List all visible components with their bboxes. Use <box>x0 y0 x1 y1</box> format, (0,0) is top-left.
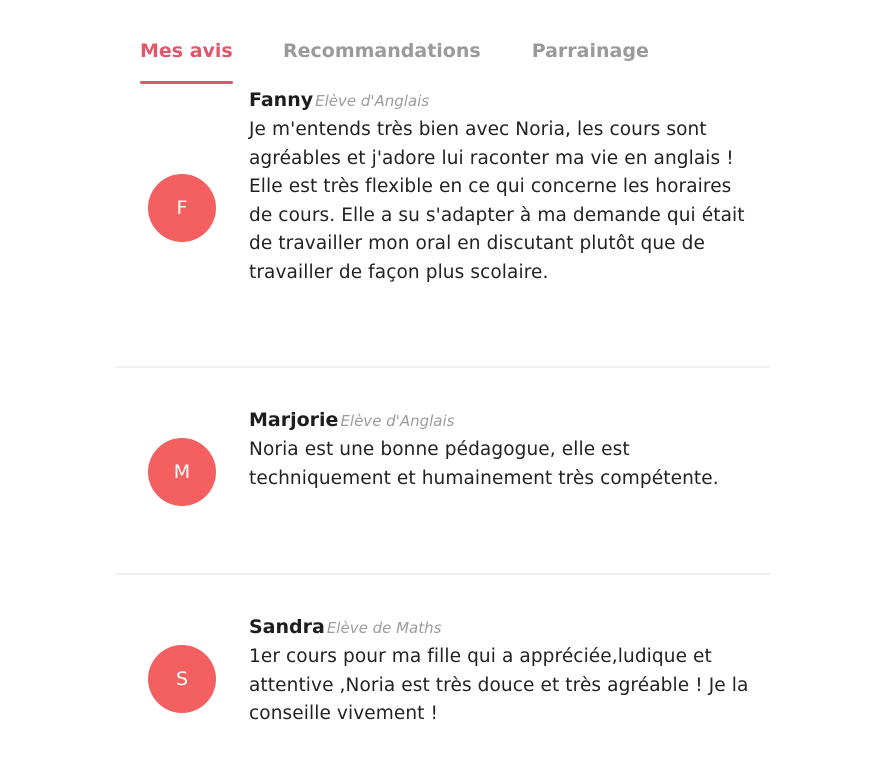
review-text: Noria est une bonne pédagogue, elle est techniquement et humainement très compétente. <box>249 439 719 489</box>
review-text: Je m'entends très bien avec Noria, les cours sont agréables et j'adore lui raconter ma vie en anglais ! Elle est très flexible en ce qui concerne les horaires de cours. Elle a su s'adapter à ma demande qui était de travailler mon oral en discutant plutôt que de travailler de façon plus scolaire. <box>249 119 745 283</box>
avatar: S <box>148 645 216 713</box>
review-body <box>249 613 749 729</box>
review-body <box>249 86 749 287</box>
review-header <box>249 86 749 114</box>
divider <box>115 366 770 368</box>
avatar: M <box>148 438 216 506</box>
review-text: 1er cours pour ma fille qui a appréciée,ludique et attentive ,Noria est très douce et très agréable ! Je la conseille vivement ! <box>249 646 749 724</box>
tab-mes-avis[interactable]: Mes avis <box>140 36 233 84</box>
reviewer-role: Elève de Maths <box>326 619 442 637</box>
reviewer-name: Fanny <box>249 89 314 111</box>
divider <box>115 573 770 575</box>
avatar: F <box>148 174 216 242</box>
tab-parrainage[interactable]: Parrainage <box>531 40 649 62</box>
tab-bar <box>140 36 649 86</box>
reviewer-name: Marjorie <box>249 409 339 431</box>
review-header <box>249 613 749 641</box>
reviewer-role: Elève d'Anglais <box>315 92 430 110</box>
reviewer-name: Sandra <box>249 616 325 638</box>
review-body <box>249 406 749 493</box>
tab-recommandations[interactable]: Recommandations <box>283 40 481 62</box>
review-header <box>249 406 749 434</box>
reviewer-role: Elève d'Anglais <box>340 412 455 430</box>
